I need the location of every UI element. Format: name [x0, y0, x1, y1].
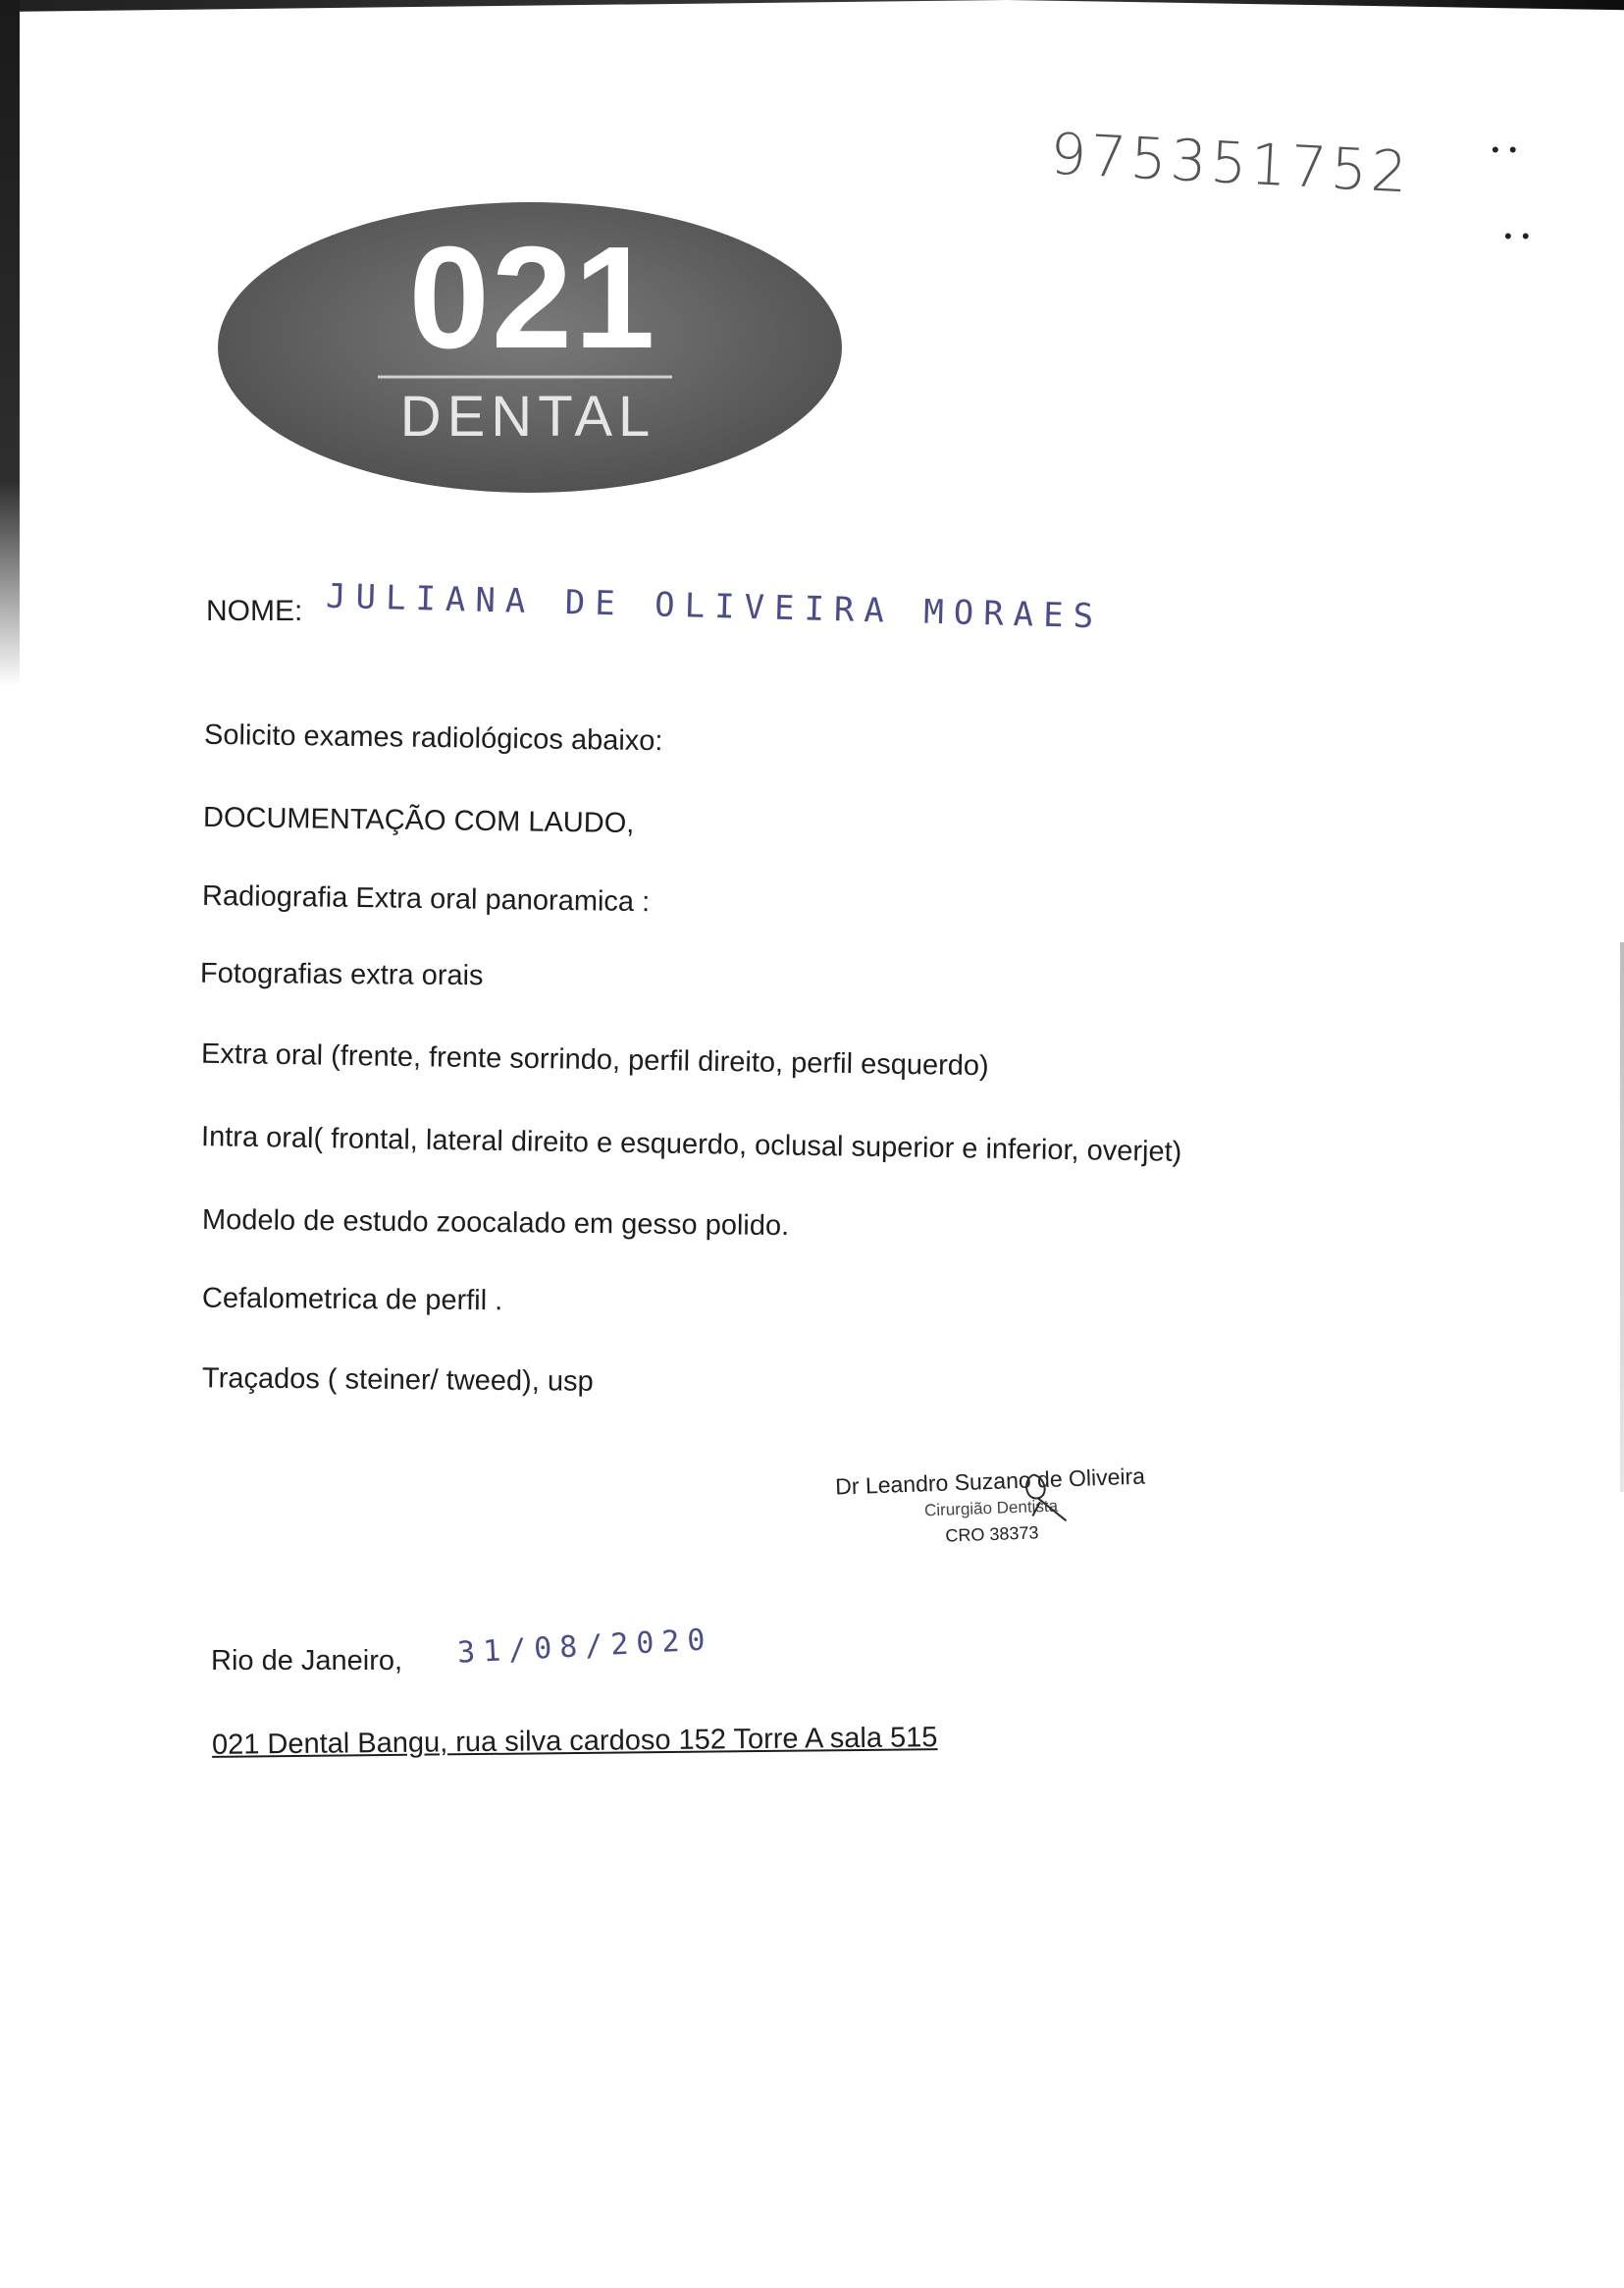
- name-label: NOME:: [206, 595, 303, 627]
- request-line-9: Traçados ( steiner/ tweed), usp: [201, 1362, 594, 1398]
- logo-word: DENTAL: [399, 385, 656, 449]
- handwritten-date: 31/08/2020: [456, 1623, 714, 1671]
- request-line-5: Extra oral (frente, frente sorrindo, perfil direito, perfil esquerdo): [200, 1038, 989, 1083]
- handwritten-patient-name: JULIANA DE OLIVEIRA MORAES: [325, 576, 1104, 637]
- clinic-address: 021 Dental Bangu, rua silva cardoso 152 Torre A sala 515: [211, 1722, 938, 1761]
- handwritten-phone-number: 975351752: [1048, 120, 1413, 206]
- scan-marks-top: • •: [1492, 137, 1519, 162]
- request-line-1: Solicito exames radiológicos abaixo:: [203, 718, 663, 758]
- doctor-cro: CRO 38373: [945, 1522, 1039, 1546]
- doctor-title: Cirurgião Dentista: [923, 1496, 1059, 1520]
- scan-marks-bottom: • •: [1504, 224, 1532, 248]
- request-line-6: Intra oral( frontal, lateral direito e esquerdo, oclusal superior e inferior, overjet): [200, 1121, 1182, 1168]
- signature-scribble: [1020, 1465, 1080, 1524]
- logo-number: 021: [408, 217, 657, 379]
- scan-border-left: [0, 0, 20, 687]
- request-line-3: Radiografia Extra oral panoramica :: [201, 879, 651, 919]
- clinic-logo: [216, 200, 844, 495]
- request-line-4: Fotografias extra orais: [199, 957, 484, 992]
- request-line-2: DOCUMENTAÇÃO COM LAUDO,: [202, 801, 635, 840]
- doctor-name: Dr Leandro Suzano de Oliveira: [834, 1463, 1146, 1500]
- signature-stamp: [833, 1463, 1150, 1550]
- city-label: Rio de Janeiro,: [211, 1645, 403, 1676]
- scan-border-top: [0, 0, 1624, 12]
- scan-border-right: [1620, 942, 1624, 1492]
- request-line-8: Cefalometrica de perfil .: [201, 1282, 503, 1317]
- request-line-7: Modelo de estudo zoocalado em gesso polido.: [201, 1203, 790, 1243]
